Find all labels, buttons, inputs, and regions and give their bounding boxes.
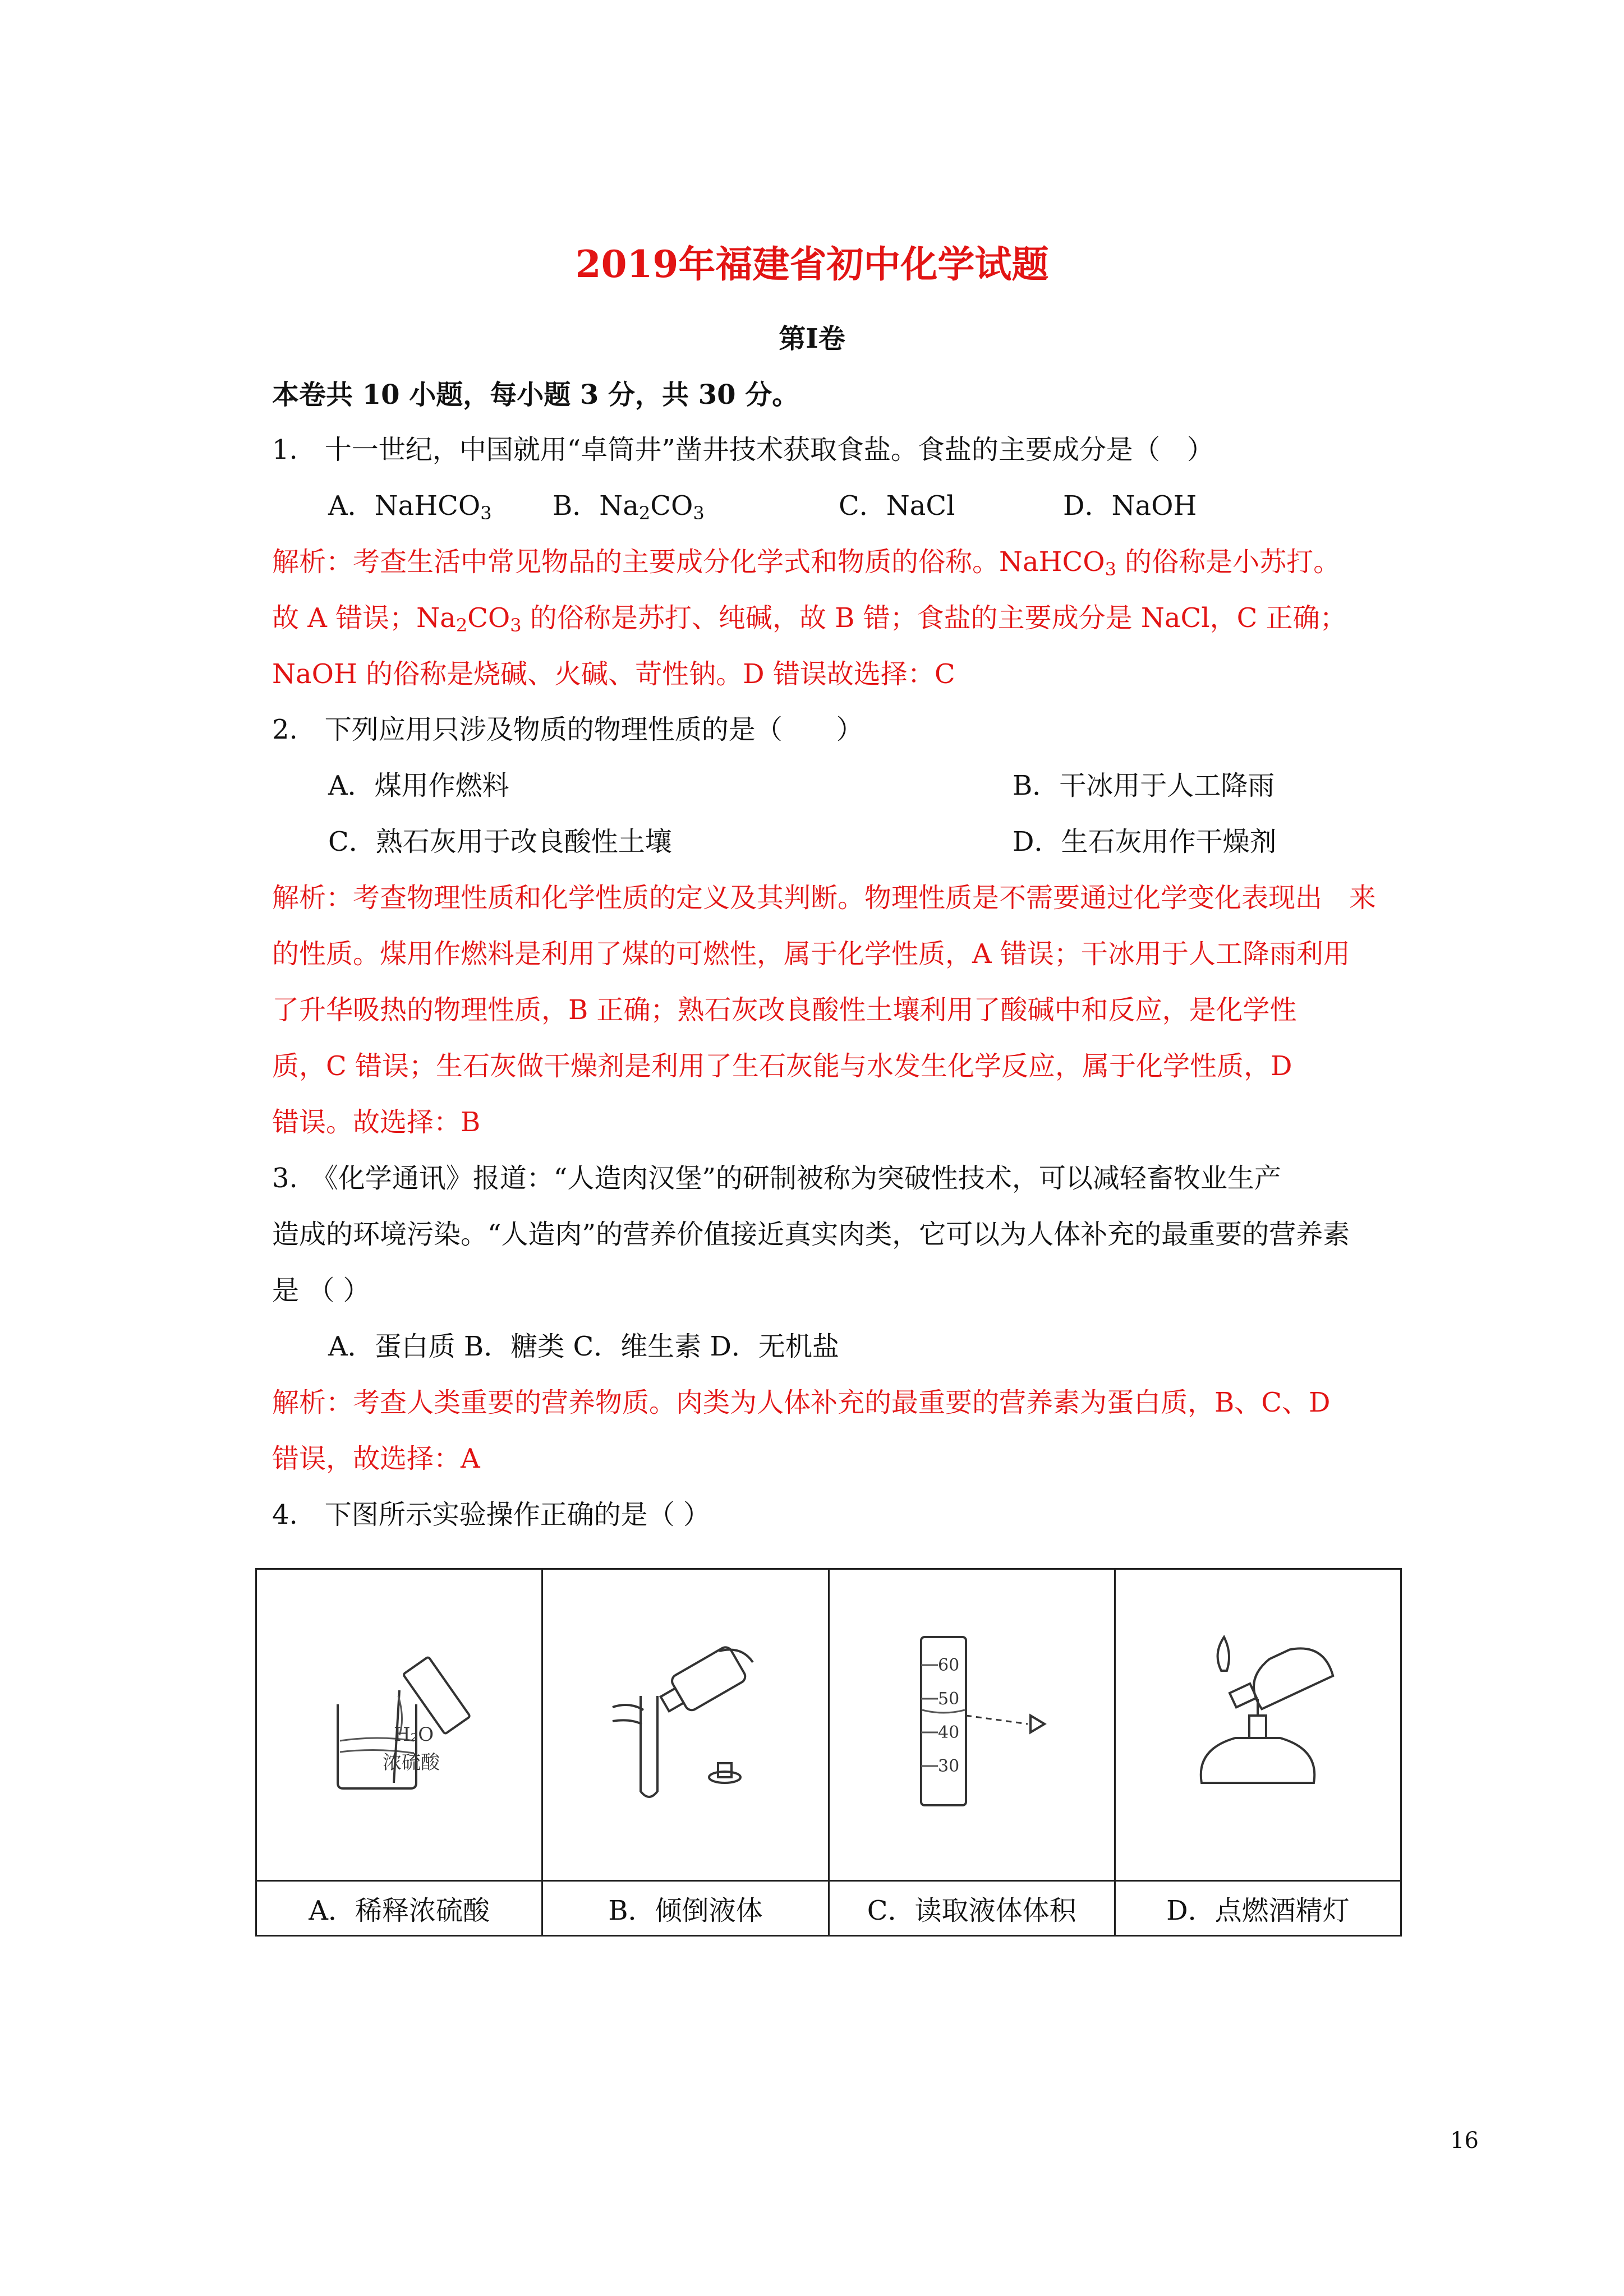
figure-cell-d [1115, 1569, 1401, 1881]
eye-icon [1030, 1716, 1045, 1732]
experiment-table [255, 1568, 1402, 1937]
page-number: 16 [1450, 2128, 1479, 2154]
question-3-stem: 是 （ ） [272, 1275, 370, 1306]
test-tube-icon [641, 1696, 657, 1797]
read-volume-figure [882, 1631, 1061, 1816]
question-2-stem: 2. 下列应用只涉及物质的物理性质的是（ ） [272, 714, 863, 745]
q3-analysis-line: 错误，故选择：A [272, 1443, 480, 1474]
dilute-acid-figure [315, 1651, 484, 1797]
figure-cell-a [256, 1569, 542, 1881]
caption-d: D．点燃酒精灯 [1115, 1881, 1401, 1936]
flame-icon [1218, 1637, 1229, 1671]
q2-option-c: C．熟石灰用于改良酸性土壤 [328, 826, 672, 857]
alcohol-lamp-icon [1201, 1738, 1315, 1783]
page-title: 2019年福建省初中化学试题 [575, 242, 1049, 286]
caption-a: A．稀释浓硫酸 [256, 1881, 542, 1936]
q3-analysis-line: 解析：考查人类重要的营养物质。肉类为人体补充的最重要的营养素为蛋白质，B、C、D [272, 1387, 1331, 1418]
q1-analysis-line: NaOH 的俗称是烧碱、火碱、苛性钠。D 错误故选择：C [272, 658, 955, 690]
q2-analysis-line: 质，C 错误；生石灰做干燥剂是利用了生石灰能与水发生化学反应，属于化学性质，D [272, 1050, 1292, 1082]
tick-label: 50 [938, 1689, 960, 1709]
reagent-bottle-icon [670, 1645, 748, 1713]
section-heading: 第Ⅰ卷 [779, 323, 845, 354]
pour-liquid-figure [601, 1640, 770, 1808]
q1-option-a: A．NaHCO$_3$ [328, 490, 492, 524]
q1-analysis-line: 故 A 错误；$Na_2CO_3$ 的俗称是苏打、纯碱，故 B 错；食盐的主要成分是 NaCl，C 正确； [272, 602, 1347, 636]
section-intro: 本卷共 10 小题，每小题 3 分，共 30 分。 [272, 379, 799, 411]
q2-analysis-line: 了升华吸热的物理性质，B 正确；熟石灰改良酸性土壤利用了酸碱中和反应，是化学性 [272, 994, 1297, 1026]
q2-analysis-line: 解析：考查物理性质和化学性质的定义及其判断。物理性质是不需要通过化学变化表现出 来 [272, 882, 1377, 914]
q2-option-b: B．干冰用于人工降雨 [1013, 770, 1275, 801]
q1-analysis-line: 解析：考查生活中常见物品的主要成分化学式和物质的俗称。NaHCO$_3$ 的俗称是小苏打。 [272, 546, 1341, 580]
caption-b: B．倾倒液体 [542, 1881, 829, 1936]
figure-cell-c [829, 1569, 1115, 1881]
cylinder-icon [403, 1657, 470, 1734]
caption-c: C．读取液体体积 [829, 1881, 1115, 1936]
question-1-stem: 1. 十一世纪，中国就用“卓筒井”凿井技术获取食盐。食盐的主要成分是（ ） [272, 434, 1214, 465]
q1-option-c: C．NaCl [839, 490, 955, 522]
tick-label: 30 [938, 1756, 960, 1776]
q1-option-d: D．NaOH [1063, 490, 1197, 522]
question-3-stem: 造成的环境污染。“人造肉”的营养价值接近真实肉类，它可以为人体补充的最重要的营养素 [272, 1219, 1350, 1250]
q3-options: A．蛋白质 B．糖类 C．维生素 D．无机盐 [328, 1331, 839, 1362]
q2-option-a: A．煤用作燃料 [328, 770, 509, 801]
q2-analysis-line: 的性质。煤用作燃料是利用了煤的可燃性，属于化学性质，A 错误；干冰用于人工降雨利用 [272, 938, 1350, 970]
figure-cell-b [542, 1569, 829, 1881]
tick-label: 40 [938, 1722, 960, 1742]
q2-analysis-line: 错误。故选择：B [272, 1106, 481, 1138]
acid-label: 浓硫酸 [382, 1751, 440, 1774]
hand-icon [613, 1705, 643, 1724]
light-lamp-figure [1168, 1631, 1347, 1816]
q1-option-b: B．$Na_2CO_3$ [553, 490, 705, 524]
beaker-icon [338, 1704, 416, 1788]
tick-label: 60 [938, 1655, 960, 1675]
q2-option-d: D．生石灰用作干燥剂 [1013, 826, 1277, 857]
question-3-stem: 3. 《化学通讯》报道：“人造肉汉堡”的研制被称为突破性技术，可以减轻畜牧业生产 [272, 1163, 1281, 1194]
question-4-stem: 4. 下图所示实验操作正确的是（ ） [272, 1499, 711, 1530]
water-label: H₂O [393, 1723, 434, 1746]
